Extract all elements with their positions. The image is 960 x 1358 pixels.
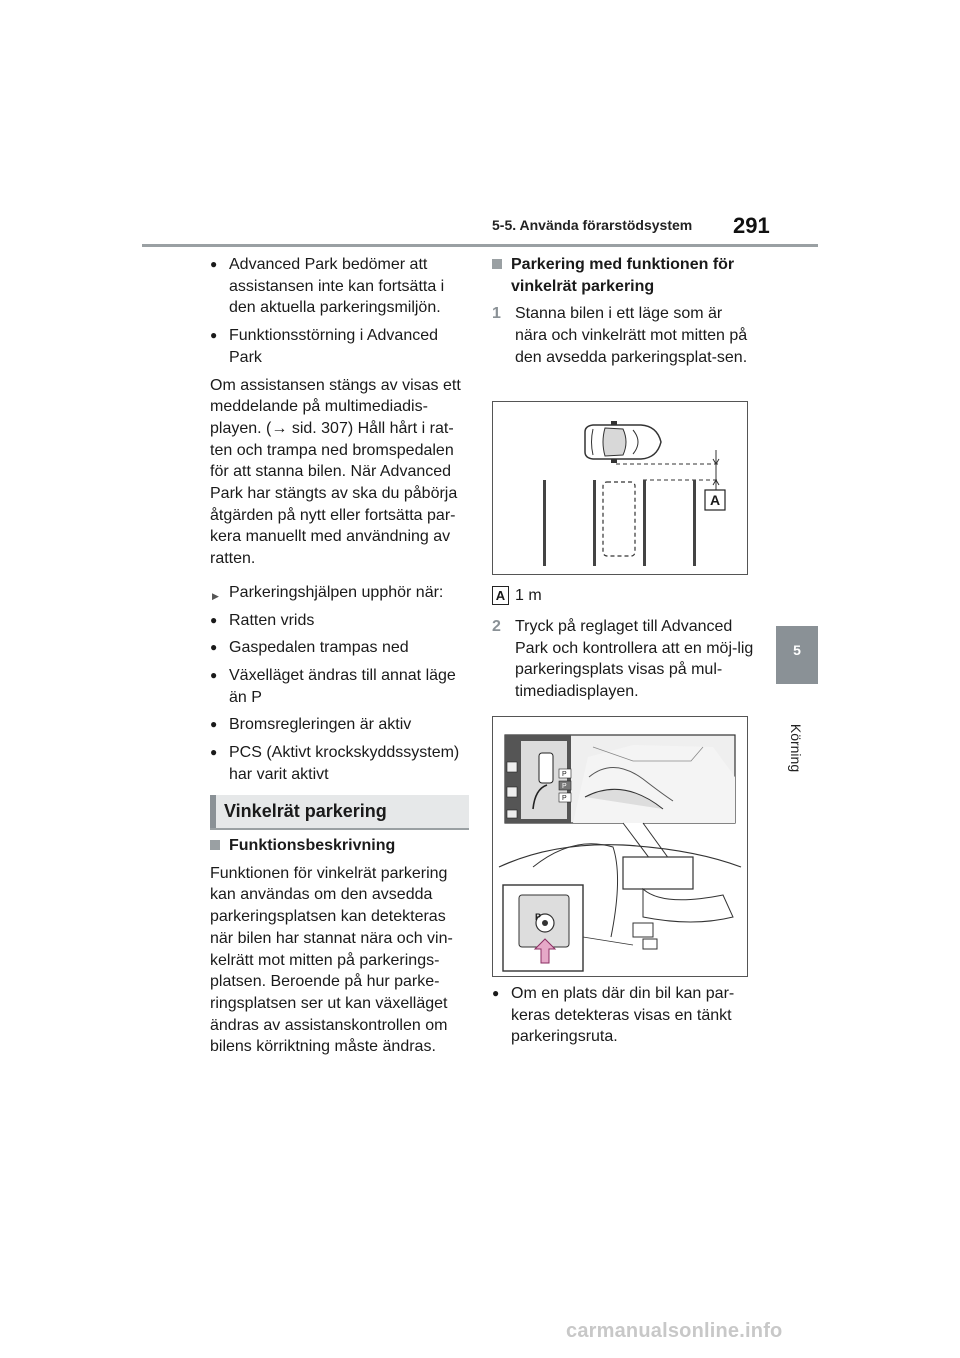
page-number: 291 [733,213,770,238]
callout-letter-box: A [492,586,509,605]
list-item: ● Ratten vrids [210,610,472,632]
display-illustration-svg [493,717,747,976]
procedure-heading: Parkering med funktionen för vinkelrät parkering [492,254,754,297]
paragraph: Om assistansen stängs av visas ett meddelande på multimediadis-playen. (→ sid. 307) Håll hårt i rat-ten och trampa ned bromspedalen för att stanna bilen. När Advanced Park har stängts av ska du påbörja åtgärden på nytt eller fortsätta par-kera manuellt med användning av ratten. [210,376,461,568]
svg-text:P: P [562,771,567,778]
callout-letter: A [709,492,721,508]
running-header-title: 5-5. Använda förarstödsystem [492,217,693,233]
sub-heading: ▶ Parkeringshjälpen upphör när: [210,582,472,604]
left-column [210,254,472,791]
chapter-number: 5 [793,642,801,658]
list-item: ● Gaspedalen trampas ned [210,637,472,659]
right-column [492,254,754,369]
car-top-view-icon [585,421,661,463]
paragraph: Funktionen för vinkelrät parkering kan användas om den avsedda parkeringsplatsen kan detekteras när bilen har stannat nära och vin-kelrätt mot mitten på parkerings-platsen. Beroende på hur parke-ringsplatsen ser ut kan växelläget ändras av assistanskontrollen om bilens körriktning måste ändras. [210,864,453,1056]
parking-diagram [492,401,748,575]
header-rule [142,244,818,247]
parking-diagram-svg [493,402,747,574]
list-item: ● Funktionsstörning i Advanced Park [210,325,472,368]
watermark: carmanualsonline.info [566,1320,783,1342]
list-item: ● Advanced Park bedömer att assistansen inte kan fortsätta i den aktuella parkeringsmiljön. [210,254,472,319]
chapter-label: Körning [788,723,804,773]
callout-text: 1 m [515,587,542,604]
multimedia-display-illustration [492,716,748,977]
step-1 [492,303,754,368]
callout-legend [492,585,542,607]
svg-text:P: P [562,783,567,790]
final-bullet [492,983,754,1048]
section-heading-bar [210,795,469,830]
list-item: ● Bromsregleringen är aktiv [210,714,472,736]
step-text: Tryck på reglaget till Advanced Park och kontrollera att en möj-lig parkeringsplats visas på mul-timediadisplayen. [515,618,754,701]
step-text: Stanna bilen i ett läge som är nära och vinkelrätt mot mitten på den avsedda parkeringsplat-sen. [515,305,748,366]
step-number: 1 [492,305,501,323]
step-2 [492,616,754,703]
list-item: ● Växelläget ändras till annat läge än P [210,665,472,708]
function-description [210,835,472,1058]
step-number: 2 [492,618,501,635]
svg-text:P: P [562,795,567,802]
list-item: ● Om en plats där din bil kan par-keras detekteras visas en tänkt parkeringsruta. [492,983,754,1048]
section-title: Vinkelrät parkering [224,801,387,821]
function-heading: Funktionsbeskrivning [210,835,472,857]
step-2-block [492,616,754,703]
advanced-park-button-label: P [535,912,542,922]
chapter-tab [776,626,818,684]
list-item: ● PCS (Aktivt krockskyddssystem) har varit aktivt [210,742,472,785]
